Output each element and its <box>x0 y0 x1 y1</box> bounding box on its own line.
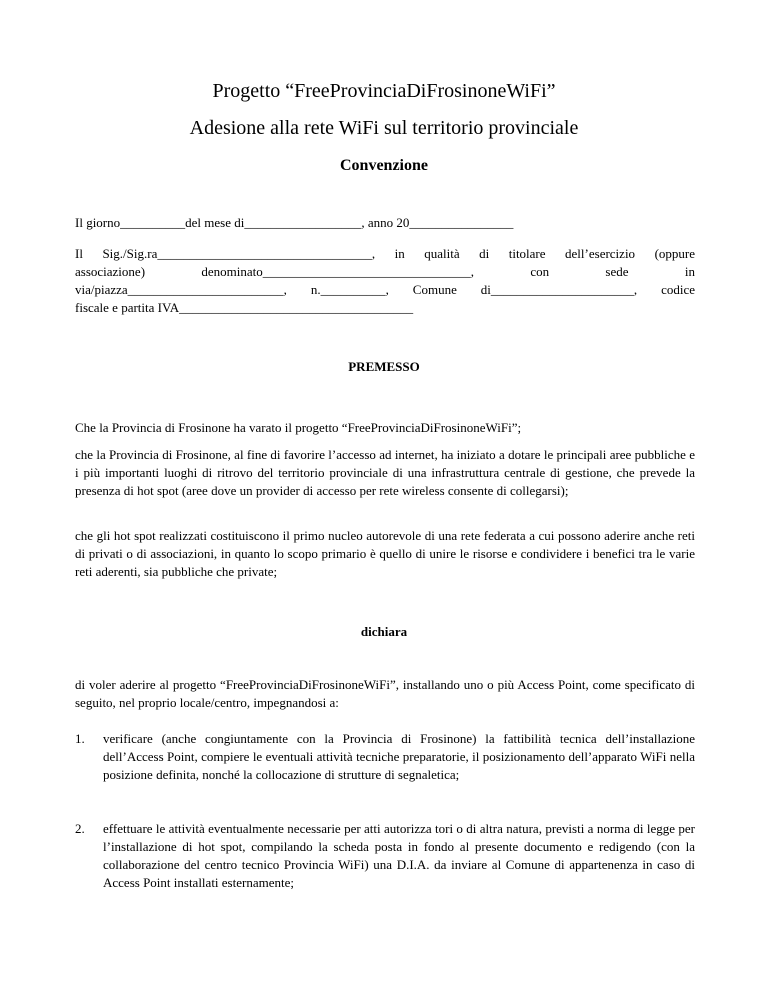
identity-line: via/piazza________________________, n.__________, Comune di______________________, codice <box>75 282 695 297</box>
premesso-heading: PREMESSO <box>348 359 420 374</box>
list-item-text: effettuare le attività eventualmente necessarie per atti autorizza tori o di altra natura, previsti a norma di legge per l’installazione di hot spot, compilando la scheda posta in fondo al presente documento e redigendo (con la collaborazione del centro tecnico Provincia WiFi) una D.I.A. da inviare al Comune di appartenenza in caso di Access Point installati esternamente; <box>103 821 695 890</box>
identity-line: associazione) denominato________________________________, con sede in <box>75 264 695 279</box>
section-title: Convenzione <box>340 157 428 174</box>
dichiara-intro: di voler aderire al progetto “FreeProvinciaDiFrosinoneWiFi”, installando uno o più Access Point, come specificato di seguito, nel proprio locale/centro, impegnandosi a: <box>75 677 695 710</box>
identity-block <box>75 245 695 317</box>
identity-line: fiscale e partita IVA____________________________________ <box>75 300 414 315</box>
document-subtitle: Adesione alla rete WiFi sul territorio provinciale <box>189 117 579 139</box>
date-line: Il giorno__________del mese di__________________, anno 20________________ <box>75 215 514 230</box>
commitment-list <box>75 730 695 784</box>
premesso-paragraph: Che la Provincia di Frosinone ha varato il progetto “FreeProvinciaDiFrosinoneWiFi”; <box>75 420 522 435</box>
dichiara-heading: dichiara <box>360 624 408 639</box>
list-item <box>75 730 695 784</box>
commitment-list <box>75 820 695 892</box>
list-item-text: verificare (anche congiuntamente con la Provincia di Frosinone) la fattibilità tecnica dell’installazione dell’Access Point, compiere le eventuali attività tecniche preparatorie, il posizionamento dell’apparato WiFi nella posizione definita, nonché la collocazione di strutture di segnaletica; <box>103 731 695 782</box>
list-item <box>75 820 695 892</box>
premesso-paragraph: che gli hot spot realizzati costituiscono il primo nucleo autorevole di una rete federata a cui possono aderire anche reti di privati o di associazioni, in quanto lo scopo primario è quello di unire le risorse e condividere i benefici tra le varie reti aderenti, sia pubbliche che private; <box>75 528 695 579</box>
identity-line: Il Sig./Sig.ra_________________________________, in qualità di titolare dell’esercizio (oppure <box>75 246 695 261</box>
document-title: Progetto “FreeProvinciaDiFrosinoneWiFi” <box>212 80 556 102</box>
list-item-number: 2. <box>75 821 85 836</box>
list-item-number: 1. <box>75 731 85 746</box>
premesso-paragraph: che la Provincia di Frosinone, al fine di favorire l’accesso ad internet, ha iniziato a dotare le principali aree pubbliche e i più importanti luoghi di ritrovo del territorio provinciale di una infrastruttura centrale di gestione, che prevede la presenza di hot spot (aree dove un provider di accesso per rete wireless consente di collegarsi); <box>75 447 695 498</box>
